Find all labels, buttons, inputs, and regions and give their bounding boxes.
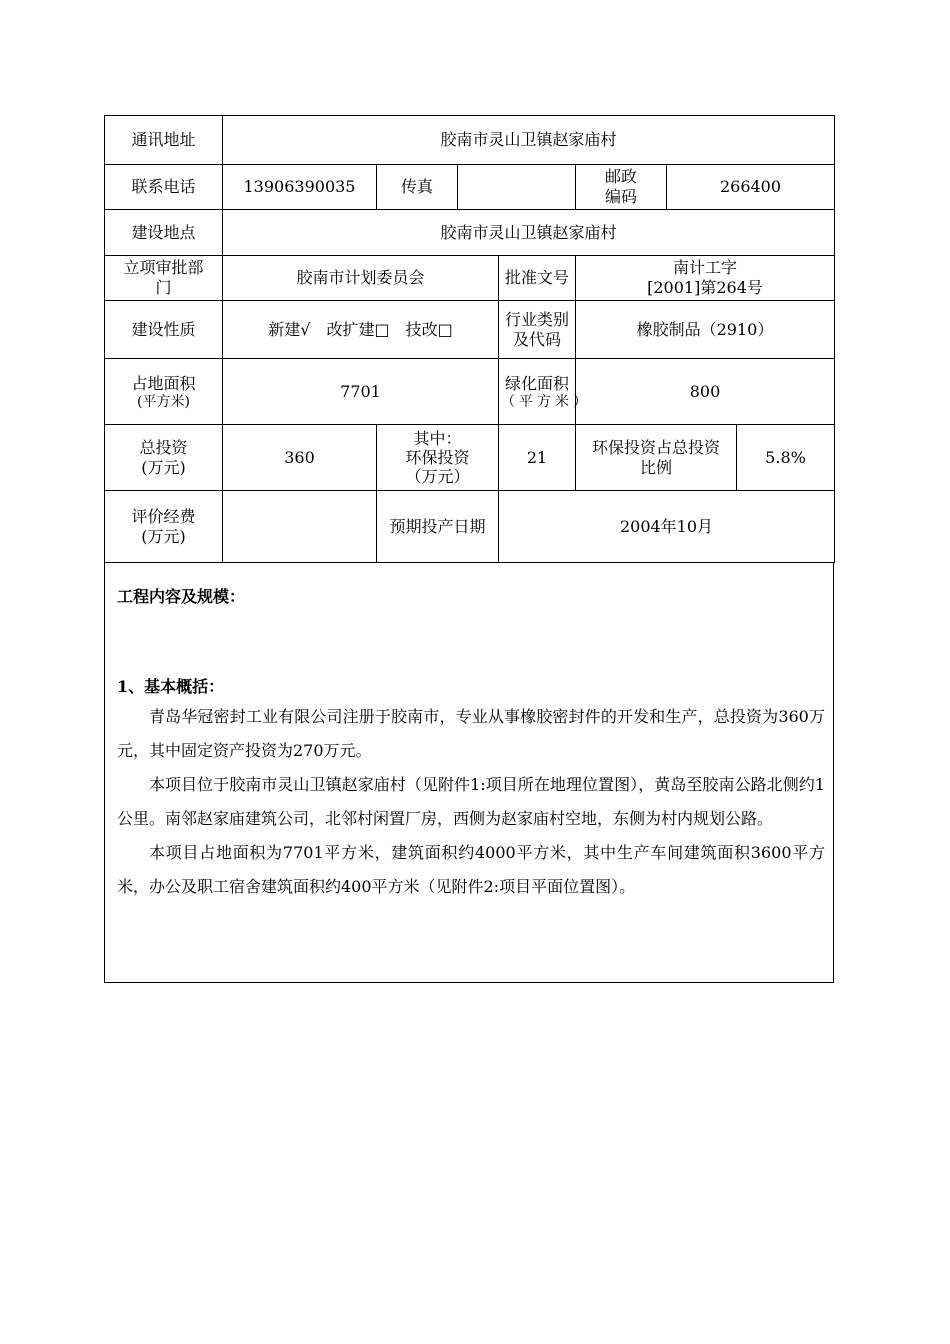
content-paragraphs — [117, 700, 825, 904]
green-area-unit: （平方米） — [501, 393, 587, 410]
row-site — [105, 210, 835, 256]
approval-dept-label-text: 立项审批部门 — [123, 258, 204, 297]
nature-label: 建设性质 — [105, 301, 223, 359]
production-date-label — [377, 491, 499, 563]
approval-doc-line1: 南计工字 — [672, 258, 737, 277]
fax-value — [458, 165, 576, 210]
project-info-table — [104, 115, 835, 563]
row-nature — [105, 301, 835, 359]
row-area — [105, 359, 835, 425]
approval-doc-line2: [2001]第264号 — [647, 278, 763, 297]
env-ratio-label — [576, 425, 737, 491]
green-area-label — [499, 359, 587, 425]
env-invest-label-line1: 其中： — [413, 429, 462, 448]
postcode-label-text: 邮政编码 — [604, 167, 637, 206]
env-invest-label-line2: 环保投资 — [405, 448, 470, 467]
section-basic-summary: 1、基本概括： — [117, 677, 225, 696]
paragraph-1: 青岛华冠密封工业有限公司注册于胶南市，专业从事橡胶密封件的开发和生产，总投资为360万元，其中固定资产投资为270万元。 — [117, 707, 825, 760]
land-area-label-text: 占地面积 — [131, 373, 196, 393]
total-invest-unit: (万元) — [141, 457, 186, 477]
project-content-box — [104, 562, 834, 983]
industry-label-text: 行业类别及代码 — [504, 309, 569, 349]
total-invest-value: 360 — [223, 425, 377, 491]
approval-doc-value — [576, 256, 835, 301]
env-invest-label — [377, 425, 499, 491]
env-invest-value: 21 — [499, 425, 576, 491]
eval-cost-unit: (万元) — [141, 526, 186, 546]
eval-cost-label-text: 评价经费 — [131, 506, 196, 526]
land-area-unit: (平方米) — [137, 393, 190, 410]
eval-cost-label — [105, 491, 223, 563]
row-approval — [105, 256, 835, 301]
content-title: 工程内容及规模： — [117, 587, 246, 606]
phone-value: 13906390035 — [223, 165, 377, 210]
green-area-value: 800 — [576, 359, 835, 425]
paragraph-2: 本项目位于胶南市灵山卫镇赵家庙村（见附件1:项目所在地理位置图），黄岛至胶南公路北侧约1公里。南邻赵家庙建筑公司，北邻村闲置厂房，西侧为赵家庙村空地，东侧为村内规划公路。 — [117, 775, 825, 828]
land-area-label — [105, 359, 223, 425]
site-label: 建设地点 — [105, 210, 223, 256]
total-invest-label — [105, 425, 223, 491]
row-investment — [105, 425, 835, 491]
total-invest-label-text: 总投资 — [139, 437, 188, 457]
production-date-label-text: 预期投产日期 — [389, 516, 486, 536]
industry-value: 橡胶制品（2910） — [576, 301, 835, 359]
eval-cost-value — [223, 491, 377, 563]
production-date-value: 2004年10月 — [499, 491, 835, 563]
site-value: 胶南市灵山卫镇赵家庙村 — [223, 210, 835, 256]
industry-label — [499, 301, 576, 359]
postcode-label — [576, 165, 667, 210]
paragraph-3: 本项目占地面积为7701平方米，建筑面积约4000平方米，其中生产车间建筑面积3600平方米，办公及职工宿舍建筑面积约400平方米（见附件2:项目平面位置图）。 — [117, 843, 825, 896]
approval-dept-label — [105, 256, 223, 301]
approval-dept-value: 胶南市计划委员会 — [223, 256, 499, 301]
land-area-value: 7701 — [223, 359, 499, 425]
fax-label: 传真 — [377, 165, 458, 210]
address-value: 胶南市灵山卫镇赵家庙村 — [223, 116, 835, 165]
postcode-value: 266400 — [667, 165, 835, 210]
env-ratio-label-text: 环保投资占总投资比例 — [592, 437, 721, 477]
address-label: 通讯地址 — [105, 116, 223, 165]
nature-value: 新建√ 改扩建□ 技改□ — [223, 301, 499, 359]
green-area-label-text: 绿化面积 — [504, 373, 569, 393]
approval-doc-label: 批准文号 — [499, 256, 576, 301]
row-address — [105, 116, 835, 165]
env-ratio-value: 5.8% — [737, 425, 835, 491]
row-eval — [105, 491, 835, 563]
row-phone — [105, 165, 835, 210]
env-invest-label-line3: （万元） — [405, 467, 470, 486]
phone-label: 联系电话 — [105, 165, 223, 210]
